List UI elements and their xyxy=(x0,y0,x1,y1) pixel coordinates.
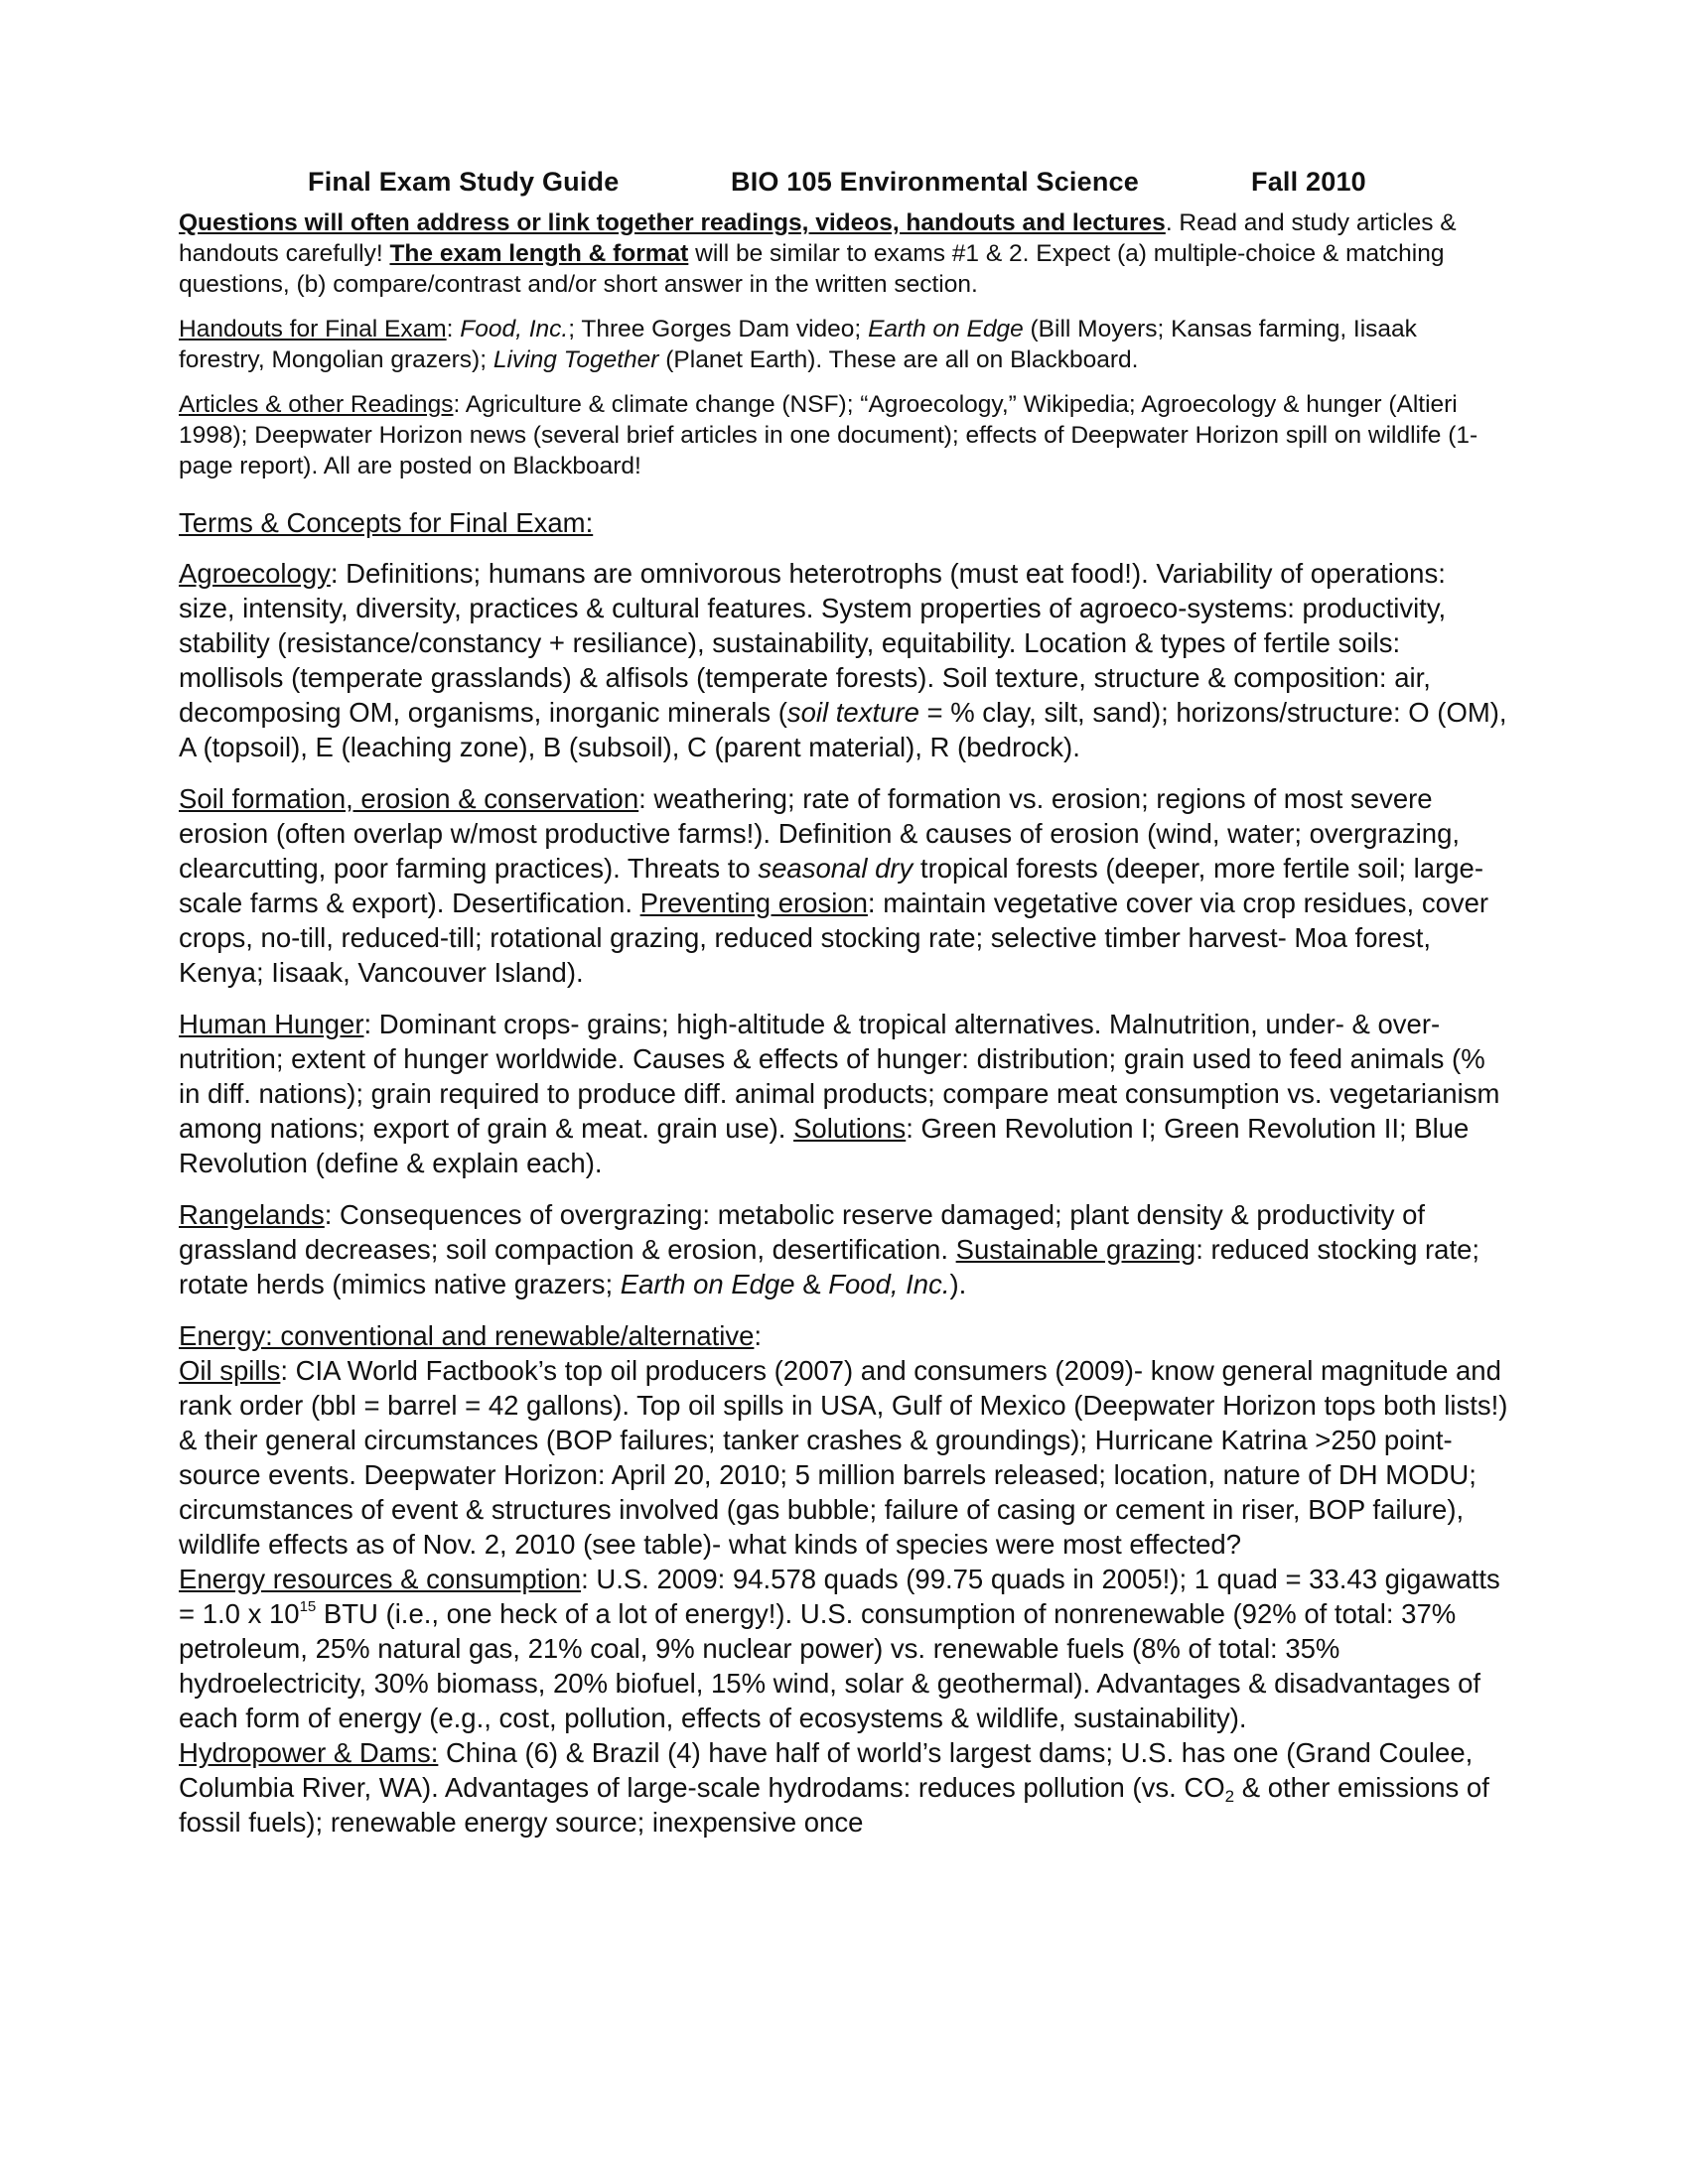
hydropower-paragraph: Hydropower & Dams: China (6) & Brazil (4) have half of world’s largest dams; U.S. has one (Grand Coulee, Columbia River, WA). Advantages of large-scale hydrodams: reduces pollution (vs. $CO_2$ & other emissions of fossil fuels); renewable energy source; inexpensive once xyxy=(179,1737,1489,1838)
rangelands-heading: Rangelands xyxy=(179,1199,325,1230)
agroecology-paragraph: Agroecology: Definitions; humans are omnivorous heterotrophs (must eat food!). Variability of operations: size, intensity, diversity, practices & cultural features. System properties of agroeco-systems: productivity, stability (resistance/constancy + resiliance), sustainability, equitability. Location & types of fertile soils: mollisols (temperate grasslands) & alfisols (temperate forests). Soil texture, structure & composition: air, decomposing OM, organisms, inorganic minerals (soil texture = % clay, silt, sand); horizons/structure: O (OM), A (topsoil), E (leaching zone), B (subsoil), C (parent material), R (bedrock). xyxy=(179,558,1507,762)
preventing-erosion-heading: Preventing erosion xyxy=(639,887,868,918)
articles-heading: Articles & other Readings xyxy=(179,391,454,418)
intro-paragraph: Questions will often address or link together readings, videos, handouts and lectures. Read and study articles & handouts carefully! The exam length & format will be similar to exams #1 & 2. Expect (a) multiple-choice & matching questions, (b) compare/contrast and/or short answer in the written section. xyxy=(179,209,1457,298)
intro-section xyxy=(179,207,1509,481)
document-title xyxy=(308,167,1509,198)
hydropower-heading: Hydropower & Dams: xyxy=(179,1737,439,1768)
soil-paragraph: Soil formation, erosion & conservation: weathering; rate of formation vs. erosion; regions of most severe erosion (often overlap w/most productive farms!). Definition & causes of erosion (wind, water; overgrazing, clearcutting, poor farming practices). Threats to seasonal dry tropical forests (deeper, more fertile soil; large-scale farms & export). Desertification. Preventing erosion: maintain vegetative cover via crop residues, cover crops, no-till, reduced-till; rotational grazing, reduced stocking rate; selective timber harvest- Moa forest, Kenya; Iisaak, Vancouver Island). xyxy=(179,783,1489,988)
articles-paragraph: Articles & other Readings: Agriculture & climate change (NSF); “Agroecology,” Wikipedia; Agroecology & hunger (Altieri 1998); Deepwater Horizon news (several brief articles in one document); effects of Deepwater Horizon spill on wildlife (1-page report). All are posted on Blackboard! xyxy=(179,391,1478,479)
agroecology-heading: Agroecology xyxy=(179,558,331,589)
oil-spills-paragraph: Oil spills: CIA World Factbook’s top oil producers (2007) and consumers (2009)- know general magnitude and rank order (bbl = barrel = 42 gallons). Top oil spills in USA, Gulf of Mexico (Deepwater Horizon tops both lists!) & their general circumstances (BOP failures; tanker crashes & groundings); Hurricane Katrina >250 point-source events. Deepwater Horizon: April 20, 2010; 5 million barrels released; location, nature of DH MODU; circumstances of event & structures involved (gas bubble; failure of casing or cement in riser, BOP failure), wildlife effects as of Nov. 2, 2010 (see table)- what kinds of species were most effected? xyxy=(179,1355,1508,1560)
soil-heading: Soil formation, erosion & conservation xyxy=(179,783,639,814)
handouts-paragraph: Handouts for Final Exam: Food, Inc.; Three Gorges Dam video; Earth on Edge (Bill Moyers; Kansas farming, Iisaak forestry, Mongolian grazers); Living Together (Planet Earth). These are all on Blackboard. xyxy=(179,316,1417,373)
title-left: Final Exam Study Guide xyxy=(308,167,620,197)
solutions-heading: Solutions xyxy=(793,1113,907,1144)
title-course: BIO 105 Environmental Science xyxy=(731,167,1139,197)
energy-resources-paragraph: Energy resources & consumption: U.S. 2009: 94.578 quads (99.75 quads in 2005!); 1 quad = 33.43 gigawatts = 1.0 x $10^{15}$ BTU (i.e., one heck of a lot of energy!). U.S. consumption of nonrenewable (92% of total: 37% petroleum, 25% natural gas, 21% coal, 9% nuclear power) vs. renewable fuels (8% of total: 35% hydroelectricity, 30% biomass, 20% biofuel, 15% wind, solar & geothermal). Advantages & disadvantages of each form of energy (e.g., cost, pollution, effects of ecosystems & wildlife, sustainability). xyxy=(179,1564,1500,1733)
title-term: Fall 2010 xyxy=(1251,167,1366,197)
intro-lead: Questions will often address or link together readings, videos, handouts and lectures xyxy=(179,209,1166,236)
terms-heading: Terms & Concepts for Final Exam: xyxy=(179,507,594,538)
energy-resources-heading: Energy resources & consumption xyxy=(179,1564,582,1594)
terms-section xyxy=(179,505,1509,1840)
hunger-paragraph: Human Hunger: Dominant crops- grains; high-altitude & tropical alternatives. Malnutrition, under- & over-nutrition; extent of hunger worldwide. Causes & effects of hunger: distribution; grain used to feed animals (% in diff. nations); grain required to produce diff. animal products; compare meat consumption vs. vegetarianism among nations; export of grain & meat. grain use). Solutions: Green Revolution I; Green Revolution II; Blue Revolution (define & explain each). xyxy=(179,1009,1500,1178)
rangelands-paragraph: Rangelands: Consequences of overgrazing: metabolic reserve damaged; plant density & productivity of grassland decreases; soil compaction & erosion, desertification. Sustainable grazing: reduced stocking rate; rotate herds (mimics native grazers; Earth on Edge & Food, Inc.). xyxy=(179,1199,1480,1299)
hunger-heading: Human Hunger xyxy=(179,1009,364,1039)
sustainable-grazing-heading: Sustainable grazing xyxy=(955,1234,1196,1265)
energy-heading: Energy: conventional and renewable/alternative: xyxy=(179,1320,763,1351)
exam-format-note: The exam length & format xyxy=(389,240,689,267)
oil-spills-heading: Oil spills xyxy=(179,1355,281,1386)
handouts-heading: Handouts for Final Exam xyxy=(179,316,447,342)
study-guide-page xyxy=(179,167,1509,1840)
